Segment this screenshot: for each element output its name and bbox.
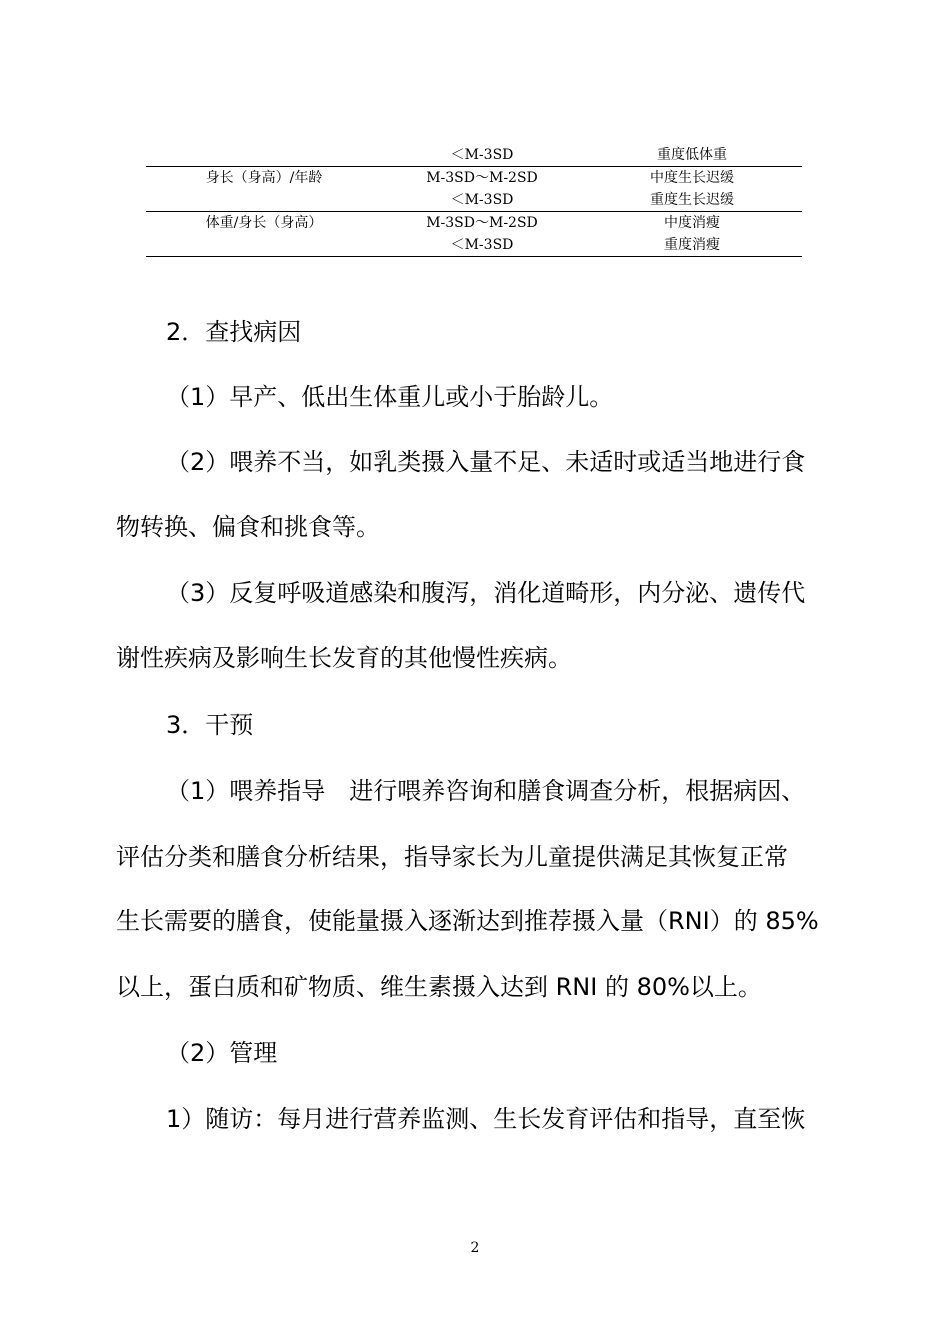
indicator-cell: 身长（身高）/年龄 <box>205 170 323 186</box>
page-number: 2 <box>470 1240 480 1256</box>
paragraph-line: 谢性疾病及影响生长发育的其他慢性疾病。 <box>116 644 572 672</box>
paragraph-line: （1）喂养指导 进行喂养咨询和膳食调查分析，根据病因、 <box>166 777 806 805</box>
table-row <box>146 144 802 166</box>
table-row <box>146 167 802 189</box>
paragraph-line: （2）喂养不当，如乳类摄入量不足、未适时或适当地进行食 <box>166 448 806 476</box>
table-group-wasting <box>146 212 802 257</box>
grade-cell: 重度低体重 <box>657 147 727 163</box>
subsection-heading-management: （2）管理 <box>166 1039 278 1067</box>
table-group-stunting <box>146 167 802 212</box>
table-row <box>146 212 802 234</box>
table-row <box>146 189 802 211</box>
range-cell: ＜M-3SD <box>450 147 514 163</box>
grade-cell: 中度生长迟缓 <box>650 170 734 186</box>
paragraph-line: 物转换、偏食和挑食等。 <box>116 513 380 541</box>
table-group-underweight <box>146 144 802 167</box>
section-heading-intervention: 3．干预 <box>166 711 254 739</box>
paragraph-line: （1）早产、低出生体重儿或小于胎龄儿。 <box>166 383 614 411</box>
paragraph-line: 1）随访：每月进行营养监测、生长发育评估和指导，直至恢 <box>166 1105 806 1133</box>
indicator-cell <box>146 189 382 211</box>
grade-cell: 中度消瘦 <box>664 215 720 231</box>
classification-table <box>146 144 802 257</box>
indicator-cell <box>146 144 382 166</box>
section-heading-etiology: 2．查找病因 <box>166 318 302 346</box>
range-cell: ＜M-3SD <box>450 192 514 208</box>
grade-cell: 重度消瘦 <box>664 237 720 253</box>
range-cell: M-3SD～M-2SD <box>426 215 538 231</box>
paragraph-line: 评估分类和膳食分析结果，指导家长为儿童提供满足其恢复正常 <box>116 843 788 871</box>
table-row <box>146 234 802 256</box>
grade-cell: 重度生长迟缓 <box>650 192 734 208</box>
range-cell: ＜M-3SD <box>450 237 514 253</box>
paragraph-line: 生长需要的膳食，使能量摄入逐渐达到推荐摄入量（RNI）的 85% <box>116 907 819 935</box>
paragraph-line: （3）反复呼吸道感染和腹泻，消化道畸形，内分泌、遗传代 <box>166 579 806 607</box>
indicator-cell <box>146 234 382 256</box>
range-cell: M-3SD～M-2SD <box>426 170 538 186</box>
indicator-cell: 体重/身长（身高） <box>205 215 323 231</box>
paragraph-line: 以上，蛋白质和矿物质、维生素摄入达到 RNI 的 80%以上。 <box>116 973 762 1001</box>
